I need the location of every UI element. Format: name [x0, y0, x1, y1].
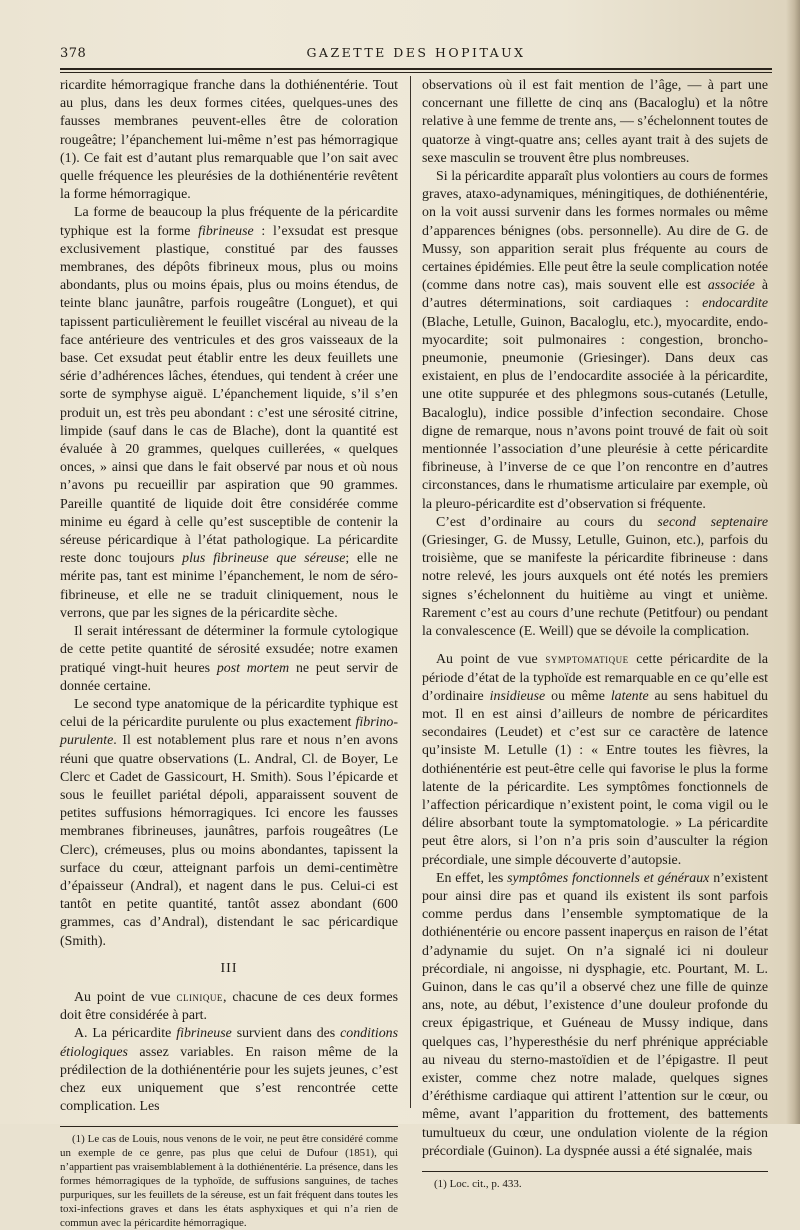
paragraph: ricardite hémorragique franche dans la dothiénentérie. Tout au plus, dans les deux formes citées, quelques-unes des fausses membranes peuvent-elles être de coloration rougeâtre; l’épanchement lui-même n’est pas hémorragique (1). Ce fait est d’autant plus remarquable que l’on sait avec quelle fréquence les pleurésies de la dothiénentérie revêtent la forme hémorragique. [60, 78, 398, 203]
paragraph: C’est d’ordinaire au cours du second septenaire (Griesinger, G. de Mussy, Letulle, Guinon, etc.), parfois du troisième, que se manifeste la péricardite fibrineuse : dans notre relevé, les jours auxquels ont été notés les premiers signes s’échelonnent du huitième au vingt et unième. Rarement c’est au cours d’une rechute (Petitfour) ou pendant la convalescence (E. Weill) que se dévoile la complication. [422, 514, 768, 640]
paragraph: Il serait intéressant de déterminer la formule cytologique de cette petite quantité de sérosité exsudée; notre examen pratiqué vingt-huit heures post mortem ne peut servir de donnée certaine. [60, 624, 398, 694]
footnote-rule [60, 1126, 398, 1127]
footnote: (1) Le cas de Louis, nous venons de le voir, ne peut être considéré comme un exemple de ce genre, pas plus que celui de Dufour (1851), qui n’appartient pas vraisemblablement à la dothiénentérie. La présence, dans les formes hémorragiques de la typhoïde, de suffusions sanguines, de taches purpuriques, sur les feuillets de la séreuse, est un fait fréquent dans toutes les toxi-infections graves et dans les états asphyxiques et qui n’a rien de commun avec la péricardite hémorragique. [60, 1133, 398, 1230]
left-column [60, 77, 398, 1230]
paragraph: Si la péricardite apparaît plus volontiers au cours de formes graves, ataxo-adynamiques, méningitiques, de dothiénentérie, on la voit aussi survenir dans les formes normales ou même d’apparences bénignes (obs. personnelle). Au dire de G. de Mussy, son apparition serait plus fréquente au cours de certaines épidémies. Elle peut être la seule complication notée (comme dans notre cas), mais souvent elle est associée à d’autres déterminations, soit cardiaques : endocardite (Blache, Letulle, Guinon, Bacaloglu, etc.), myocardite, endo-myocardite; soit pulmonaires : congestion, broncho-pneumonie, pneumonie (Griesinger). Dans deux cas existaient, en plus de l’endocardite associée à la péricardite, une otite suppurée et des phlegmons sous-cutanés (Letulle, Bacaloglu), indice possible d’infection secondaire. Chose digne de remarque, nous n’avons point trouvé de fait où soit mentionnée l’association d’une pleurésie à cette péricardite fibrineuse, à l’inverse de ce que l’on rencontre en d’autres circonstances, dans le rhumatisme articulaire par exemple, où la pleuro-péricardite est d’observation si fréquente. [422, 169, 768, 512]
page-number: 378 [60, 46, 87, 61]
section-heading: III [220, 960, 238, 976]
paragraph: En effet, les symptômes fonctionnels et généraux n’existent pour ainsi dire pas et quand ils existent ils sont parfois comme perdus dans l’ensemble symptomatique de la dothiénentérie ou encore passent inaperçus en raison de l’état d’adynamie du sujet. On n’a signalé ici ni douleur précordiale, ni angoisse, ni dysphagie, etc. Pourtant, M. L. Guinon, dans le cas qu’il a observé chez une fille de quinze ans, note, au début, l’existence d’une douleur profonde du creux épigastrique, et Guéneau de Mussy indique, dans quelques cas, l’hyperesthésie du nerf phrénique appréciable au niveau du sterno-mastoïdien et de l’épigastre. Il peut exister, comme chez notre malade, quelques signes d’éréthisme cardiaque qui attirent l’attention sur le cœur, ou même, avant l’apparition du frottement, des battements tumultueux du cœur, une ondulation violente de la région précordiale (Guinon). La dyspnée aussi a été signalée, mais [422, 870, 768, 1159]
page-header [60, 44, 772, 66]
paragraph: La forme de beaucoup la plus fréquente de la péricardite typhique est la forme fibrineuse : l’exsudat est presque exclusivement plastique, constitué par des fausses membranes, des dépôts fibrineux mous, plus ou moins abondants, plus ou moins épais, plus ou moins étendus, de teinte blanc jaunâtre, parfois rougeâtre (Longuet), et qui tapissent particulièrement le feuillet viscéral au niveau de la face antérieure des ventricules et des gros vaisseaux de la base. Cet exsudat peut établir entre les deux feuillets une série d’adhérences lâches, étendues, qui tendent à créer une sorte de symphyse aiguë. L’épanchement liquide, s’il s’en produit un, est très peu abondant : c’est une sérosité citrine, limpide (sauf dans le cas de Blache), dont la quantité est évaluée à 20 grammes, quelques cuillerées, « quelques onces, » ainsi que dans le fait observé par nous et où nous n’avons pu recueillir par aspiration que 90 grammes. Pareille quantité de liquide doit être considérée comme minime eu égard à celle qu’est susceptible de contenir la séreuse péricardique à l’état pathologique. La péricardite reste donc toujours plus fibrineuse que séreuse; elle ne mérite pas, tant est minime l’épanchement, le nom de séro-fibrineuse, et elle ne se traduit cliniquement, nous le verrons, que par les signes de la péricardite sèche. [60, 205, 399, 621]
right-column [422, 77, 768, 1191]
footnote: (1) Loc. cit., p. 433. [434, 1177, 522, 1190]
running-title: GAZETTE DES HOPITAUX [306, 45, 526, 60]
column-divider [410, 76, 411, 1108]
paragraph: Le second type anatomique de la péricardite typhique est celui de la péricardite purulente ou plus exactement fibrino-purulente. Il est notablement plus rare et nous n’en avons réuni que quatre observations (L. Andral, Cl. de Boyer, Le Clerc et Cadet de Gassicourt, H. Smith). Sous l’épicarde et sous le feuillet pariétal dépoli, apparaissent souvent de petites suffusions hémorragiques. Ici encore les fausses membranes fibrineuses, jaunâtres, parfois rougeâtres (Le Clerc), crémeuses, plus ou moins abondantes, tapissent la surface du cœur, atteignant parfois un demi-centimètre d’épaisseur (Andral), et nagent dans le pus. Celui-ci est tantôt en petite quantité, tantôt assez abondant (600 grammes, cas d’Andral), distendant le sac péricardique (Smith). [60, 696, 398, 949]
paragraph: A. La péricardite fibrineuse survient dans des conditions étiologiques assez variables. En raison même de la prédilection de la dothiénentérie pour les sujets jeunes, c’est chez eux uniquement que s’est rencontrée cette complication. Les [60, 1026, 398, 1115]
paragraph: Au point de vue clinique, chacune de ces deux formes doit être considérée à part. [60, 989, 398, 1024]
paragraph: observations où il est fait mention de l’âge, — à part une concernant une fillette de cinq ans (Bacaloglu) et la nôtre relative à une femme de trente ans, — s’échelonnent toutes de quatorze à vingt-quatre ans; celles ayant trait à des sujets de sexe masculin se trouvent être plus nombreuses. [422, 78, 768, 166]
page-edge-shadow [786, 0, 800, 1124]
footnote-rule [422, 1171, 768, 1172]
paragraph: Au point de vue symptomatique cette péricardite de la période d’état de la typhoïde est remarquable en ce qu’elle est d’ordinaire insidieuse ou même latente au sens habituel du mot. Il en est ainsi d’ailleurs de nombre de péricardites secondaires (Leudet) et c’est sur ce caractère de latence qu’insiste M. Letulle (1) : « Entre toutes les fièvres, la dothiénentérie est peut-être celle qui favorise le plus la forme latente de la péricardite. Les symptômes fonctionnels de l’affection péricardique n’existent point, le coma vigil ou le délire absorbant toute la symptomatologie. » La péricardite peut être alors, si l’on n’a pris soin d’ausculter la région précordiale, une simple découverte d’autopsie. [422, 652, 768, 868]
header-rule [60, 68, 772, 73]
